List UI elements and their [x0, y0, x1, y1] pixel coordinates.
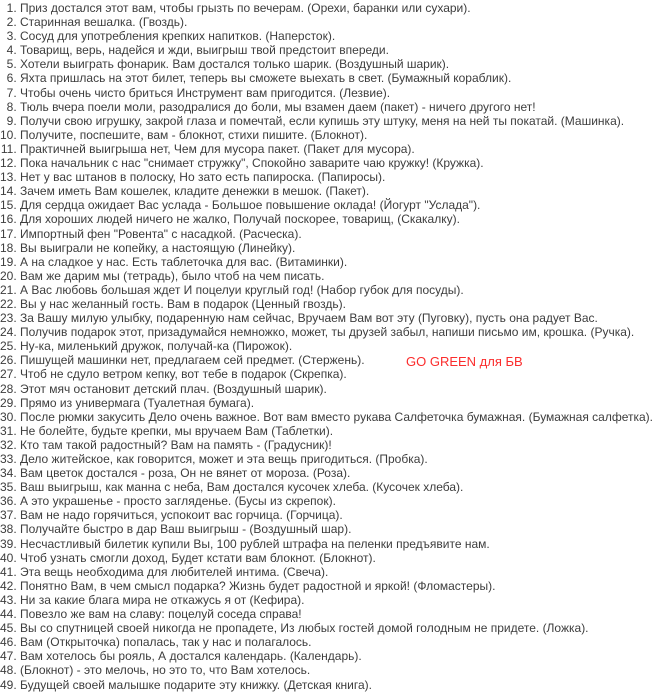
- list-item: 10. Получите, поспешите, вам - блокнот, стихи пишите. (Блокнот).: [20, 128, 659, 142]
- list-item: 5. Хотели выиграть фонарик. Вам достался только шарик. (Воздушный шарик).: [20, 57, 659, 71]
- list-item: 31. Не болейте, будьте крепки, мы вручаем Вам (Таблетки).: [20, 424, 659, 438]
- list-item: 27. Чтоб не сдуло ветром кепку, вот тебе в подарок (Скрепка).: [20, 367, 659, 381]
- list-item: 43. Ни за какие блага мира не откажусь я от (Кефира).: [20, 593, 659, 607]
- list-item: 39. Несчастливый билетик купили Вы, 100 рублей штрафа на пеленки предъявите нам.: [20, 537, 659, 551]
- list-item: 45. Вы со спутницей своей никогда не пропадете, Из любых гостей домой голодным не придете. (Ложка).: [20, 621, 659, 635]
- list-item: 14. Зачем иметь Вам кошелек, кладите денежки в мешок. (Пакет).: [20, 184, 659, 198]
- list-item: 25. Ну-ка, миленький дружок, получай-ка (Пирожок).: [20, 339, 659, 353]
- list-item: 40. Чтоб узнать смогли доход, Будет кстати вам блокнот. (Блокнот).: [20, 551, 659, 565]
- list-item: 38. Получайте быстро в дар Ваш выигрыш - (Воздушный шар).: [20, 522, 659, 536]
- list-item: 7. Чтобы очень чисто бриться Инструмент вам пригодится. (Лезвие).: [20, 86, 659, 100]
- list-item: 49. Будущей своей малышке подарите эту книжку. (Детская книга).: [20, 678, 659, 692]
- list-item: 35. Ваш выигрыш, как манна с неба, Вам достался кусочек хлеба. (Кусочек хлеба).: [20, 480, 659, 494]
- list-item: 36. А это украшенье - просто загляденье. (Бусы из скрепок).: [20, 494, 659, 508]
- list-item: 2. Старинная вешалка. (Гвоздь).: [20, 15, 659, 29]
- list-item: 23. За Вашу милую улыбку, подаренную нам сейчас, Вручаем Вам вот эту (Пуговку), пусть она радует Вас.: [20, 311, 659, 325]
- list-item: 17. Импортный фен "Ровента" с насадкой. (Расческа).: [20, 227, 659, 241]
- list-item: 16. Для хороших людей ничего не жалко, Получай поскорее, товарищ, (Скакалку).: [20, 212, 659, 226]
- list-item: 32. Кто там такой радостный? Вам на память - (Градусник)!: [20, 438, 659, 452]
- list-item: 1. Приз достался этот вам, чтобы грызть по вечерам. (Орехи, баранки или сухари).: [20, 1, 659, 15]
- list-item: 30. После рюмки закусить Дело очень важное. Вот вам вместо рукава Салфеточка бумажная. (Бумажная салфетка).: [20, 410, 659, 424]
- list-item: 15. Для сердца ожидает Вас услада - Большое повышение оклада! (Йогурт "Услада").: [20, 198, 659, 212]
- list-item: 41. Эта вещь необходима для любителей интима. (Свеча).: [20, 565, 659, 579]
- list-item: 24. Получив подарок этот, призадумайся немножко, может, ты друзей забыл, напиши письмо им, крошка. (Ручка).: [20, 325, 659, 339]
- list-item: 21. А Вас любовь большая ждет И поцелуи круглый год! (Набор губок для посуды).: [20, 283, 659, 297]
- list-item: 4. Товарищ, верь, надейся и жди, выигрыш твой предстоит впереди.: [20, 43, 659, 57]
- list-item: 26. Пишущей машинки нет, предлагаем сей предмет. (Стержень).: [20, 353, 659, 367]
- list-item: 28. Этот мяч остановит детский плач. (Воздушный шарик).: [20, 382, 659, 396]
- list-item: 22. Вы у нас желанный гость. Вам в подарок (Ценный гвоздь).: [20, 297, 659, 311]
- list-item: 6. Яхта пришлась на этот билет, теперь вы сможете выехать в свет. (Бумажный кораблик).: [20, 71, 659, 85]
- list-item: 20. Вам же дарим мы (тетрадь), было чтоб на чем писать.: [20, 269, 659, 283]
- go-green-note: GO GREEN для БВ: [406, 354, 523, 369]
- list-item: 12. Пока начальник с нас "снимает стружку", Спокойно заварите чаю кружку! (Кружка).: [20, 156, 659, 170]
- list-item: 29. Прямо из универмага (Туалетная бумага).: [20, 396, 659, 410]
- list-item: 37. Вам не надо горячиться, успокоит вас горчица. (Горчица).: [20, 508, 659, 522]
- list-item: 19. А на сладкое у нас. Есть таблеточка для вас. (Витаминки).: [20, 255, 659, 269]
- list-item: 8. Тюль вчера поели моли, разодралися до боли, мы взамен даем (пакет) - ничего другого нет!: [20, 100, 659, 114]
- list-item: 9. Получи свою игрушку, закрой глаза и помечтай, если купишь эту штуку, меня на ней ты покатай. (Машинка).: [20, 114, 659, 128]
- list-item: 34. Вам цветок достался - роза, Он не вянет от мороза. (Роза).: [20, 466, 659, 480]
- list-item: 3. Сосуд для употребления крепких напитков. (Наперсток).: [20, 29, 659, 43]
- list-item: 18. Вы выиграли не копейку, а настоящую (Линейку).: [20, 241, 659, 255]
- list-item: 33. Дело житейское, как говорится, может и эта вещь пригодиться. (Пробка).: [20, 452, 659, 466]
- list-item: 47. Вам хотелось бы рояль, А достался календарь. (Календарь).: [20, 649, 659, 663]
- list-item: 44. Повезло же вам на славу: поцелуй соседа справа!: [20, 607, 659, 621]
- list-item: 42. Понятно Вам, в чем смысл подарка? Жизнь будет радостной и яркой! (Фломастеры).: [20, 579, 659, 593]
- list-item: 13. Нет у вас штанов в полоску, Но зато есть папироска. (Папиросы).: [20, 170, 659, 184]
- list-item: 48. (Блокнот) - это мелочь, но это то, что Вам хотелось.: [20, 663, 659, 677]
- list-item: 11. Практичней выигрыша нет, Чем для мусора пакет. (Пакет для мусора).: [20, 142, 659, 156]
- list-item: 46. Вам (Открыточка) попалась, так у нас и полагалось.: [20, 635, 659, 649]
